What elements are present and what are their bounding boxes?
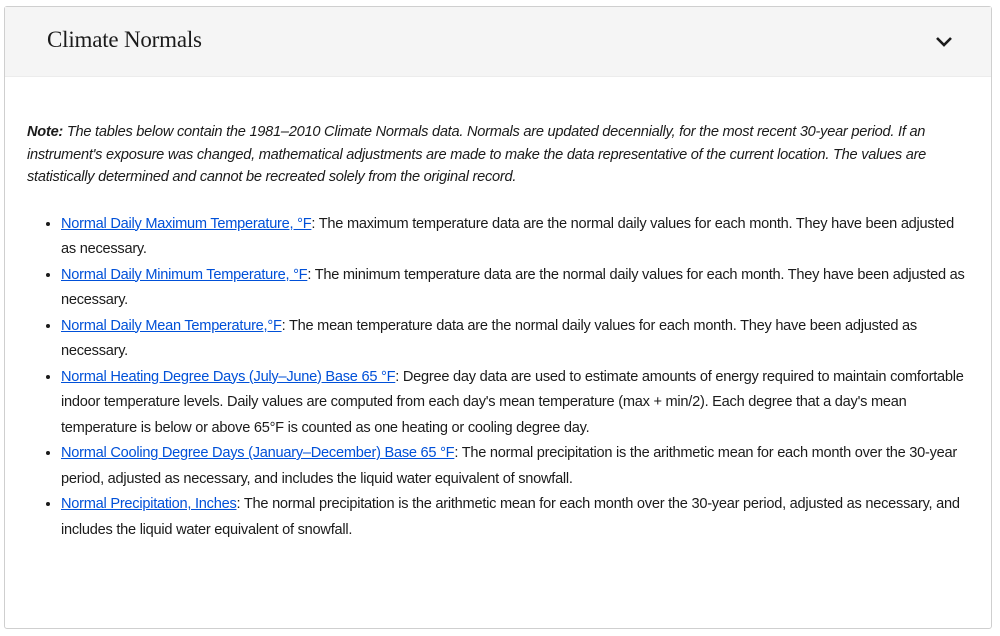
note-text: The tables below contain the 1981–2010 Climate Normals data. Normals are updated decennially, for the most recent 30-year period. If an instrument's exposure was changed, mathematical adjustments are made to make the data representative of the current location. The values are statistically determined and cannot be recreated solely from the original record. bbox=[27, 124, 927, 185]
accordion-title: Climate Normals bbox=[47, 27, 202, 52]
list-item bbox=[61, 365, 967, 442]
accordion-header[interactable] bbox=[5, 7, 991, 77]
list-item bbox=[61, 263, 967, 314]
max-temp-link[interactable]: Normal Daily Maximum Temperature, °F bbox=[61, 215, 312, 232]
item-description: : The normal precipitation is the arithmetic mean for each month over the 30-year period, adjusted as necessary, and includes the liquid water equivalent of snowfall. bbox=[61, 445, 958, 487]
precipitation-link[interactable]: Normal Precipitation, Inches bbox=[61, 496, 237, 512]
item-description: : The mean temperature data are the normal daily values for each month. They have been adjusted as necessary. bbox=[61, 317, 917, 359]
list-item bbox=[61, 314, 967, 365]
chevron-down-icon[interactable] bbox=[934, 33, 954, 49]
list-item bbox=[61, 212, 967, 263]
accordion-content bbox=[27, 121, 967, 543]
normals-list bbox=[27, 212, 967, 544]
item-description: : The minimum temperature data are the normal daily values for each month. They have been adjusted as necessary. bbox=[61, 266, 965, 308]
note-label: Note: bbox=[27, 124, 64, 140]
cooling-degree-days-link[interactable]: Normal Cooling Degree Days (January–December) Base 65 °F bbox=[61, 445, 455, 461]
item-description: : The maximum temperature data are the normal daily values for each month. They have been adjusted as necessary. bbox=[61, 215, 954, 257]
mean-temp-link[interactable]: Normal Daily Mean Temperature,°F bbox=[61, 317, 282, 334]
item-description: : The normal precipitation is the arithmetic mean for each month over the 30-year period, adjusted as necessary, and includes the liquid water equivalent of snowfall. bbox=[61, 496, 960, 538]
list-item bbox=[61, 441, 967, 492]
list-item bbox=[61, 492, 967, 543]
min-temp-link[interactable]: Normal Daily Minimum Temperature, °F bbox=[61, 266, 308, 283]
climate-normals-accordion bbox=[4, 6, 992, 629]
note bbox=[27, 121, 967, 189]
item-description: : Degree day data are used to estimate amounts of energy required to maintain comfortable indoor temperature levels. Daily values are computed from each day's mean temperature (max + min/2). Each degree that a day's mean temperature is below or above 65°F is counted as one heating or cooling degree day. bbox=[61, 368, 964, 436]
heating-degree-days-link[interactable]: Normal Heating Degree Days (July–June) Base 65 °F bbox=[61, 368, 396, 385]
